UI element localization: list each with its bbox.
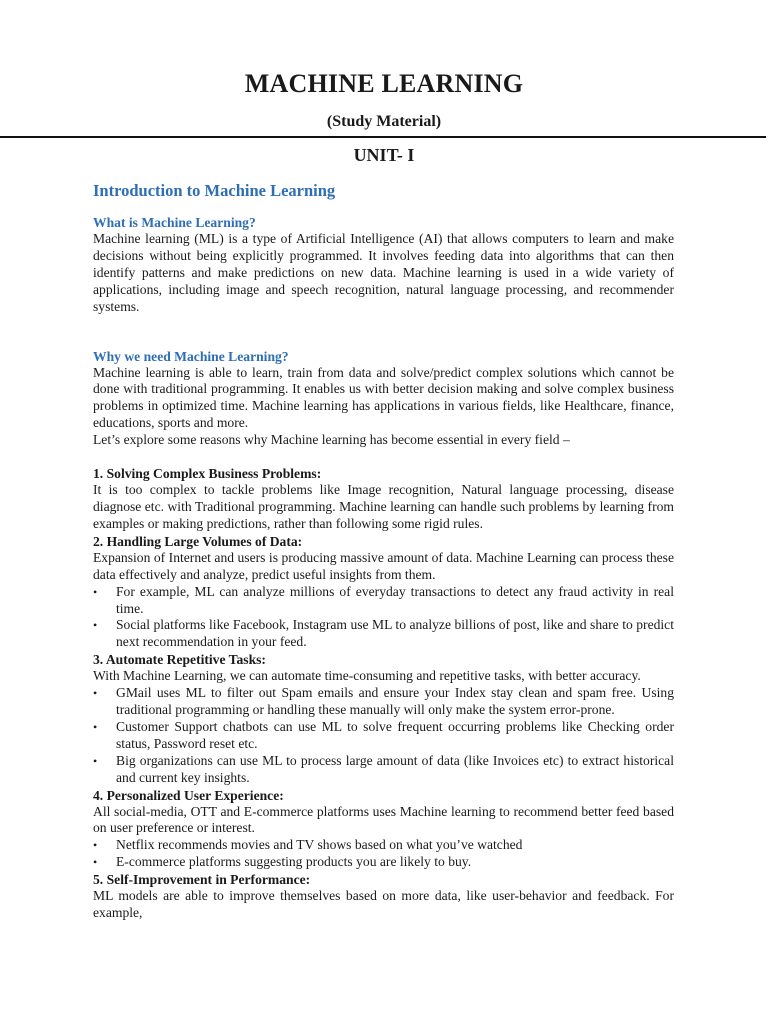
why-need-intro: Let’s explore some reasons why Machine learning has become essential in every field – xyxy=(93,432,570,448)
what-is-heading: What is Machine Learning? xyxy=(93,215,256,230)
list-item xyxy=(93,753,674,787)
document-subtitle: (Study Material) xyxy=(326,113,442,130)
what-is-paragraph: Machine learning (ML) is a type of Artificial Intelligence (AI) that allows computers to learn and make decisions without being explicitly programmed. It involves feeding data into algorithms that can then identify patterns and make predictions on new data. Machine learning is used in a wide variety of applications, including image and speech recognition, natural language processing, and recommender systems. xyxy=(93,231,674,314)
unit-heading: UNIT- I xyxy=(353,145,415,165)
list-item xyxy=(93,584,674,618)
list-item-text: For example, ML can analyze millions of everyday transactions to detect any fraud activity in real time. xyxy=(116,583,674,616)
list-item-text: E-commerce platforms suggesting products you are likely to buy. xyxy=(116,854,472,870)
reason-paragraph: It is too complex to tackle problems like Image recognition, Natural language processing, disease diagnose etc. with Traditional programming. Machine learning can handle such problems by learning from examples or making predictions, rather than following some rigid rules. xyxy=(93,482,674,531)
section-heading: Introduction to Machine Learning xyxy=(93,181,336,200)
list-item xyxy=(93,685,674,719)
list-item xyxy=(93,837,674,854)
bullet-icon: • xyxy=(93,753,98,768)
why-need-paragraph: Machine learning is able to learn, train from data and solve/predict complex solutions which cannot be done with traditional programming. It enables us with better decision making and solve complex business problems in optimized time. Machine learning has applications in various fields, like Healthcare, finance, educations, sports and more. xyxy=(93,364,674,431)
list-item-text: Customer Support chatbots can use ML to solve frequent occurring problems like Checking order status, Password reset etc. xyxy=(116,718,674,751)
bullet-icon: • xyxy=(93,719,98,734)
reason-paragraph: Expansion of Internet and users is producing massive amount of data. Machine Learning can process these data effectively and analyze, predict useful insights from them. xyxy=(93,549,674,582)
list-item xyxy=(93,719,674,753)
bullet-icon: • xyxy=(93,686,98,701)
bullet-icon: • xyxy=(93,855,98,870)
reason-heading: 1. Solving Complex Business Problems: xyxy=(93,466,322,482)
reason-heading: 3. Automate Repetitive Tasks: xyxy=(93,652,266,668)
reason-heading: 2. Handling Large Volumes of Data: xyxy=(93,533,303,549)
list-item xyxy=(93,854,674,871)
list-item-text: Social platforms like Facebook, Instagram use ML to analyze billions of post, like and share to predict next recommendation in your feed. xyxy=(116,617,674,650)
bullet-icon: • xyxy=(93,618,98,633)
list-item xyxy=(93,617,674,651)
reason-heading: 5. Self-Improvement in Performance: xyxy=(93,872,311,888)
reason-heading: 4. Personalized User Experience: xyxy=(93,787,284,803)
bullet-list xyxy=(93,837,674,871)
list-item-text: GMail uses ML to filter out Spam emails and ensure your Index stay clean and spam free. Using traditional programming or handling these manually will only make the system error-prone. xyxy=(116,685,674,718)
bullet-list xyxy=(93,685,674,786)
why-need-heading: Why we need Machine Learning? xyxy=(93,348,289,364)
list-item-text: Big organizations can use ML to process large amount of data (like Invoices etc) to extract historical and current key insights. xyxy=(116,752,674,785)
bullet-list xyxy=(93,584,674,652)
reason-paragraph: With Machine Learning, we can automate time-consuming and repetitive tasks, with better accuracy. xyxy=(93,668,641,684)
reason-paragraph: All social-media, OTT and E-commerce platforms uses Machine learning to recommend better feed based on user preference or interest. xyxy=(93,803,674,836)
bullet-icon: • xyxy=(93,838,98,853)
title-divider xyxy=(0,136,766,138)
spacer xyxy=(93,449,674,465)
reason-paragraph: ML models are able to improve themselves based on more data, like user-behavior and feedback. For example, xyxy=(93,888,674,921)
document-title: MACHINE LEARNING xyxy=(244,69,524,98)
spacer xyxy=(93,316,674,348)
list-item-text: Netflix recommends movies and TV shows based on what you’ve watched xyxy=(116,837,523,853)
document-body xyxy=(93,180,674,922)
bullet-icon: • xyxy=(93,584,98,599)
